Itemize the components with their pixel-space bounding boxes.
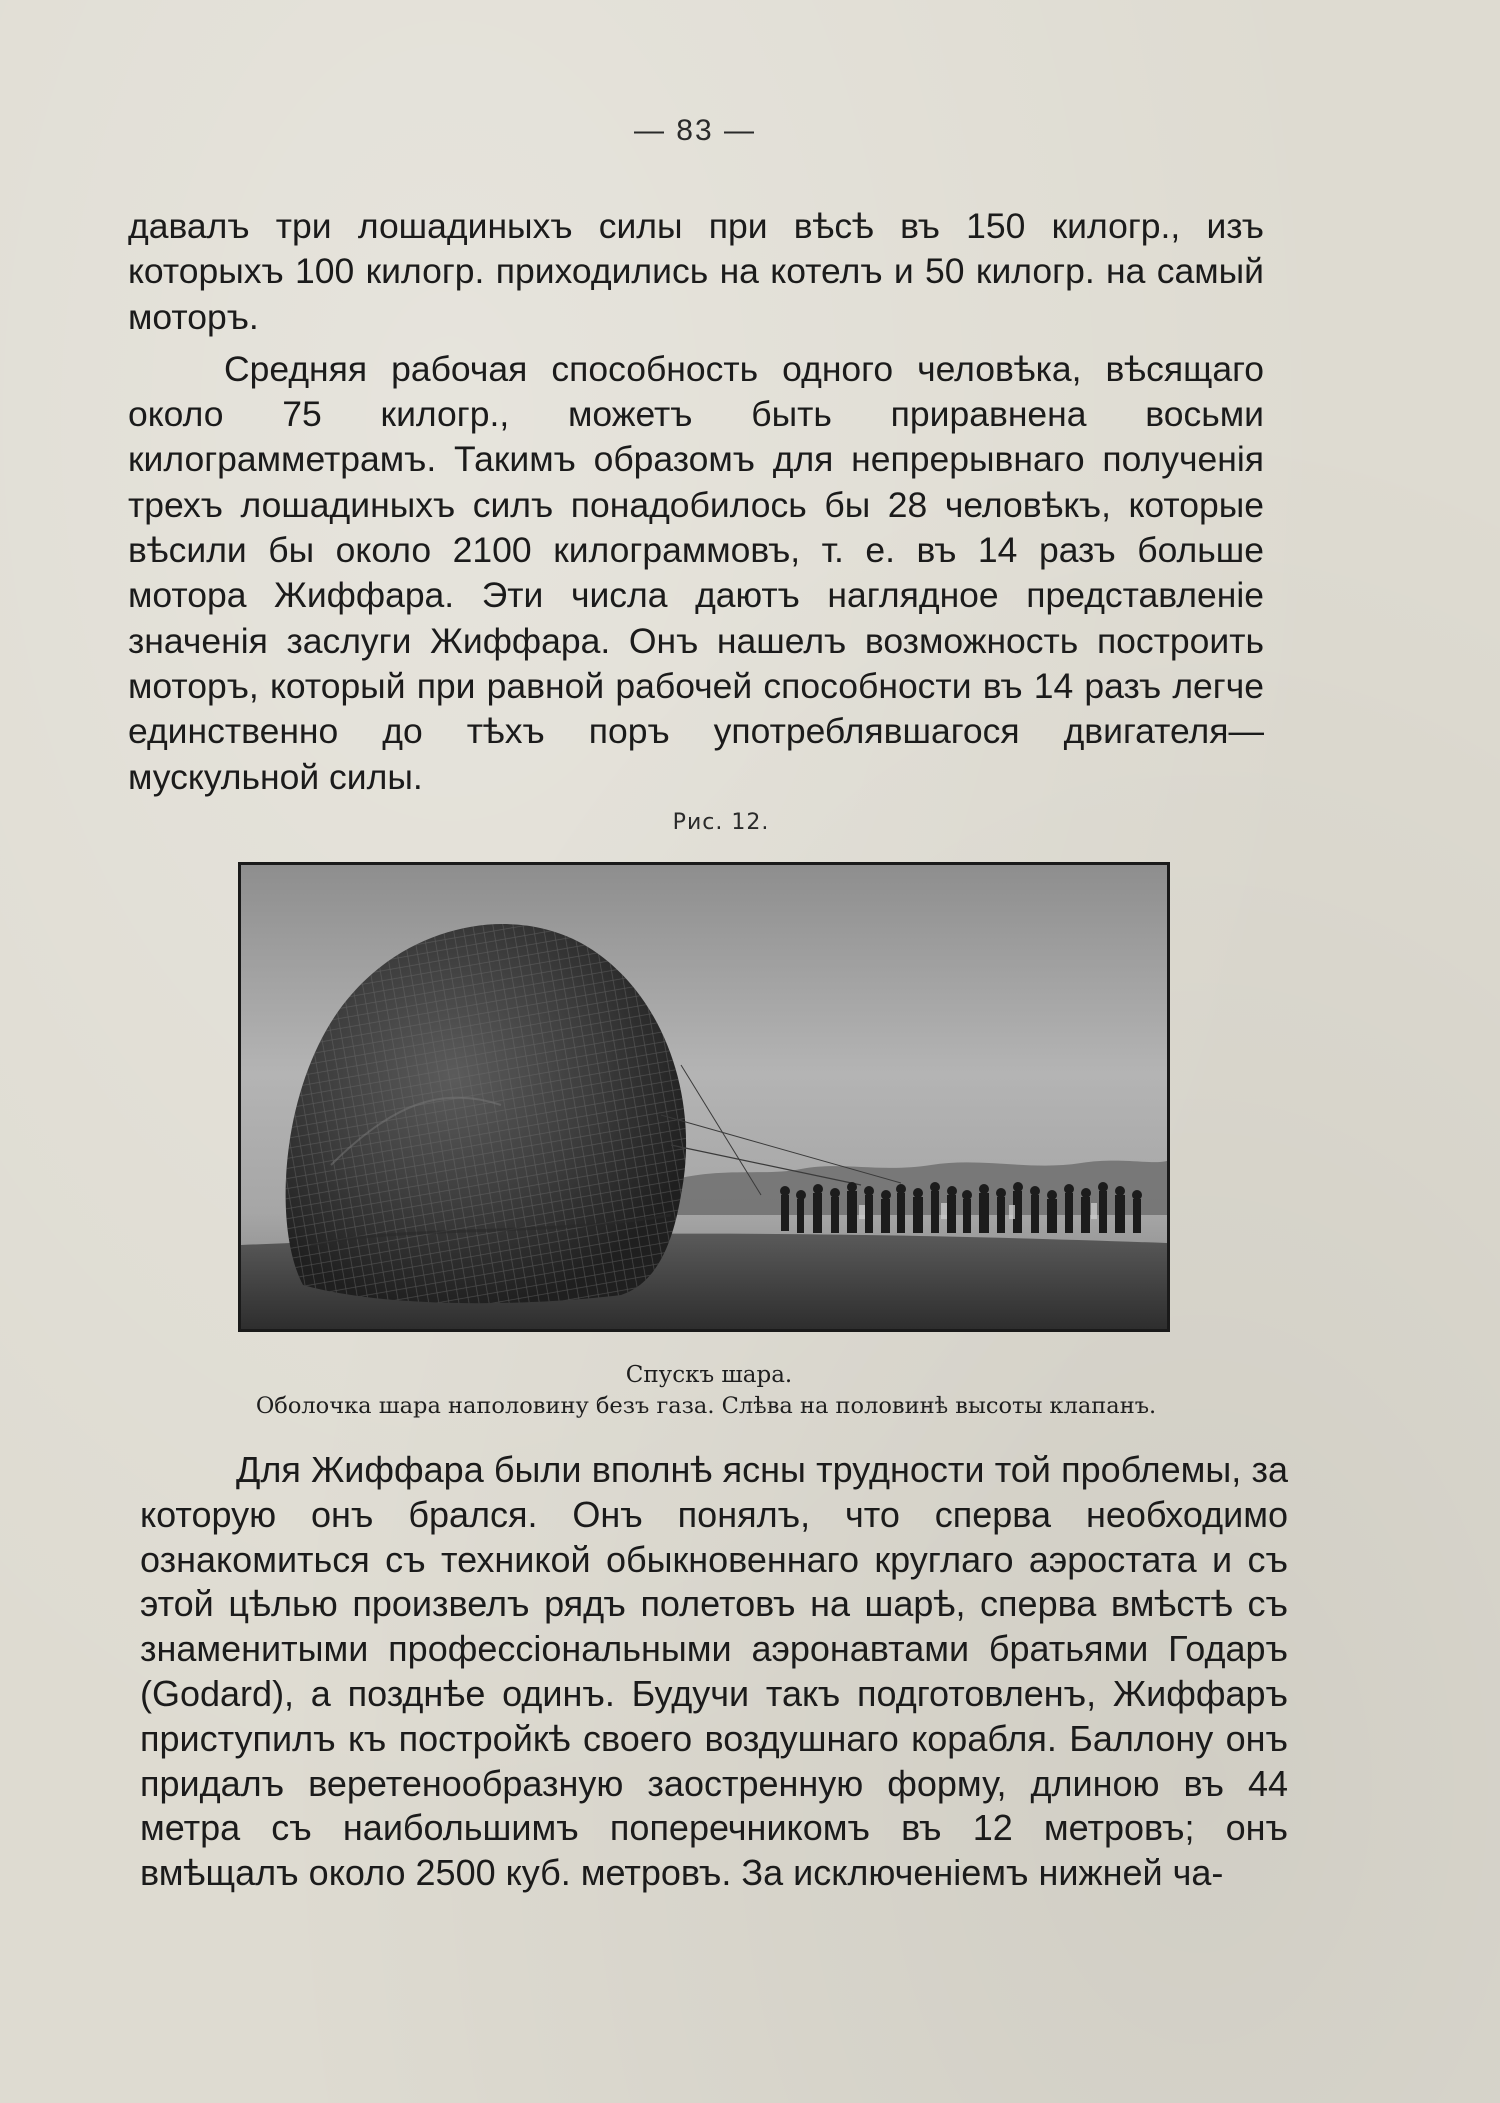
balloon-photo-illustration	[241, 865, 1167, 1329]
figure-caption-title: Спускъ шара.	[625, 1362, 793, 1388]
paragraph: давалъ три лошадиныхъ силы при вѣсѣ въ 150 килогр., изъ которыхъ 100 килогр. приходились на котелъ и 50 килогр. на самый моторъ.	[128, 206, 1264, 337]
paragraph: Средняя рабочая способность одного человѣка, вѣсящаго около 75 килогр., можетъ быть приравнена восьми килограмметрамъ. Такимъ образомъ для непрерывнаго полученія трехъ лошадиныхъ силъ понадобилось бы 28 человѣкъ, которые вѣсили бы около 2100 килограммовъ, т. е. въ 14 разъ больше мотора Жиффара. Эти числа даютъ наглядное представленіе значенія заслуги Жиффара. Онъ нашелъ возможность построить моторъ, который при равной рабочей способности въ 14 разъ легче единственно до тѣхъ поръ употреблявшагося двигателя—мускульной силы.	[128, 348, 1264, 797]
text-block-top	[128, 204, 1264, 800]
text-block-bottom	[140, 1448, 1288, 1896]
balloon-photo	[238, 862, 1170, 1332]
page-number: — 83 —	[633, 114, 757, 147]
figure-caption-subtitle: Оболочка шара наполовину безъ газа. Слѣва на половинѣ высоты клапанъ.	[255, 1393, 1157, 1419]
figure-label: Рис. 12.	[672, 810, 770, 835]
paragraph: Для Жиффара были вполнѣ ясны трудности той проблемы, за которую онъ брался. Онъ понялъ, что сперва необходимо ознакомиться съ техникой обыкновеннаго круглаго аэростата и съ этой цѣлью произвелъ рядъ полетовъ на шарѣ, сперва вмѣстѣ съ знаменитыми профессіональными аэронавтами братьями Годаръ (Godard), а позднѣе одинъ. Будучи такъ подготовленъ, Жиффаръ приступилъ къ постройкѣ своего воздушнаго корабля. Баллону онъ придалъ веретенообразную заостренную форму, длиною въ 44 метра съ наибольшимъ поперечникомъ въ 12 метровъ; онъ вмѣщалъ около 2500 куб. метровъ. За исключеніемъ нижней ча-	[140, 1449, 1288, 1894]
